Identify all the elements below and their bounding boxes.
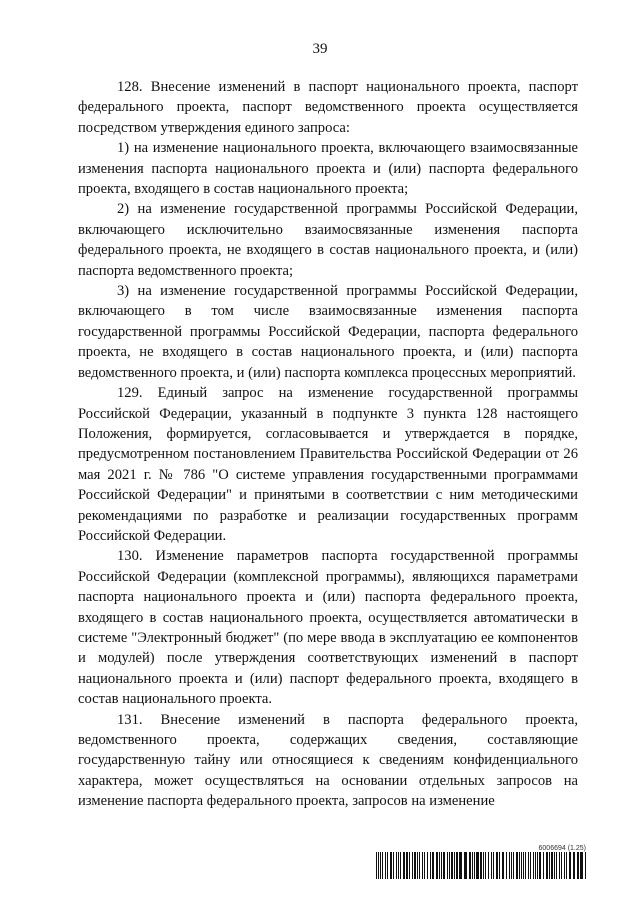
subparagraph-128-3: 3) на изменение государственной программы Российской Федерации, включающего в том числе взаимосвязанные изменения паспорта государственной программы Российской Федерации, паспорта федерального проекта, не входящего в состав национального проекта, и (или) паспорта ведомственного проекта, и (или) паспорта комплекса процессных мероприятий. [78, 283, 578, 381]
document-serial-number: 6006694 (1.25) [538, 845, 586, 852]
page-number: 39 [312, 41, 328, 57]
paragraph-130: 130. Изменение параметров паспорта государственной программы Российской Федерации (комплексной программы), являющихся параметрами паспорта национального проекта и (или) паспорта федерального проекта, входящего в состав национального проекта, осуществляется автоматически в системе "Электронный бюджет" (по мере ввода в эксплуатацию ее компонентов и модулей) после утверждения соответствующих изменений в паспорт национального проекта и (или) паспорт федерального проекта, входящего в состав национального проекта. [78, 548, 578, 708]
subparagraph-128-2: 2) на изменение государственной программы Российской Федерации, включающего исключительно взаимосвязанные изменения паспорта федерального проекта, не входящего в состав национального проекта, и (или) паспорта ведомственного проекта; [78, 201, 578, 279]
document-body [78, 77, 578, 812]
subparagraph-128-1: 1) на изменение национального проекта, включающего взаимосвязанные изменения паспорта национального проекта и (или) паспорта федерального проекта, входящего в состав национального проекта; [78, 140, 578, 198]
paragraph-131: 131. Внесение изменений в паспорта федерального проекта, ведомственного проекта, содержащих сведения, составляющие государственную тайну или относящиеся к сведениям конфиденциального характера, может осуществляться на основании отдельных запросов на изменение паспорта федерального проекта, запросов на изменение [78, 711, 578, 810]
barcode-icon [376, 852, 588, 879]
paragraph-128: 128. Внесение изменений в паспорт национального проекта, паспорт федерального проекта, паспорт ведомственного проекта осуществляется посредством утверждения единого запроса: [78, 79, 578, 136]
paragraph-129: 129. Единый запрос на изменение государственной программы Российской Федерации, указанный в подпункте 3 пункта 128 настоящего Положения, формируется, согласовывается и утверждается в порядке, предусмотренном постановлением Правительства Российской Федерации от 26 мая 2021 г. № 786 "О системе управления государственными программами Российской Федерации" и принятыми в соответствии с ним методическими рекомендациями по разработке и реализации государственных программ Российской Федерации. [78, 385, 578, 544]
